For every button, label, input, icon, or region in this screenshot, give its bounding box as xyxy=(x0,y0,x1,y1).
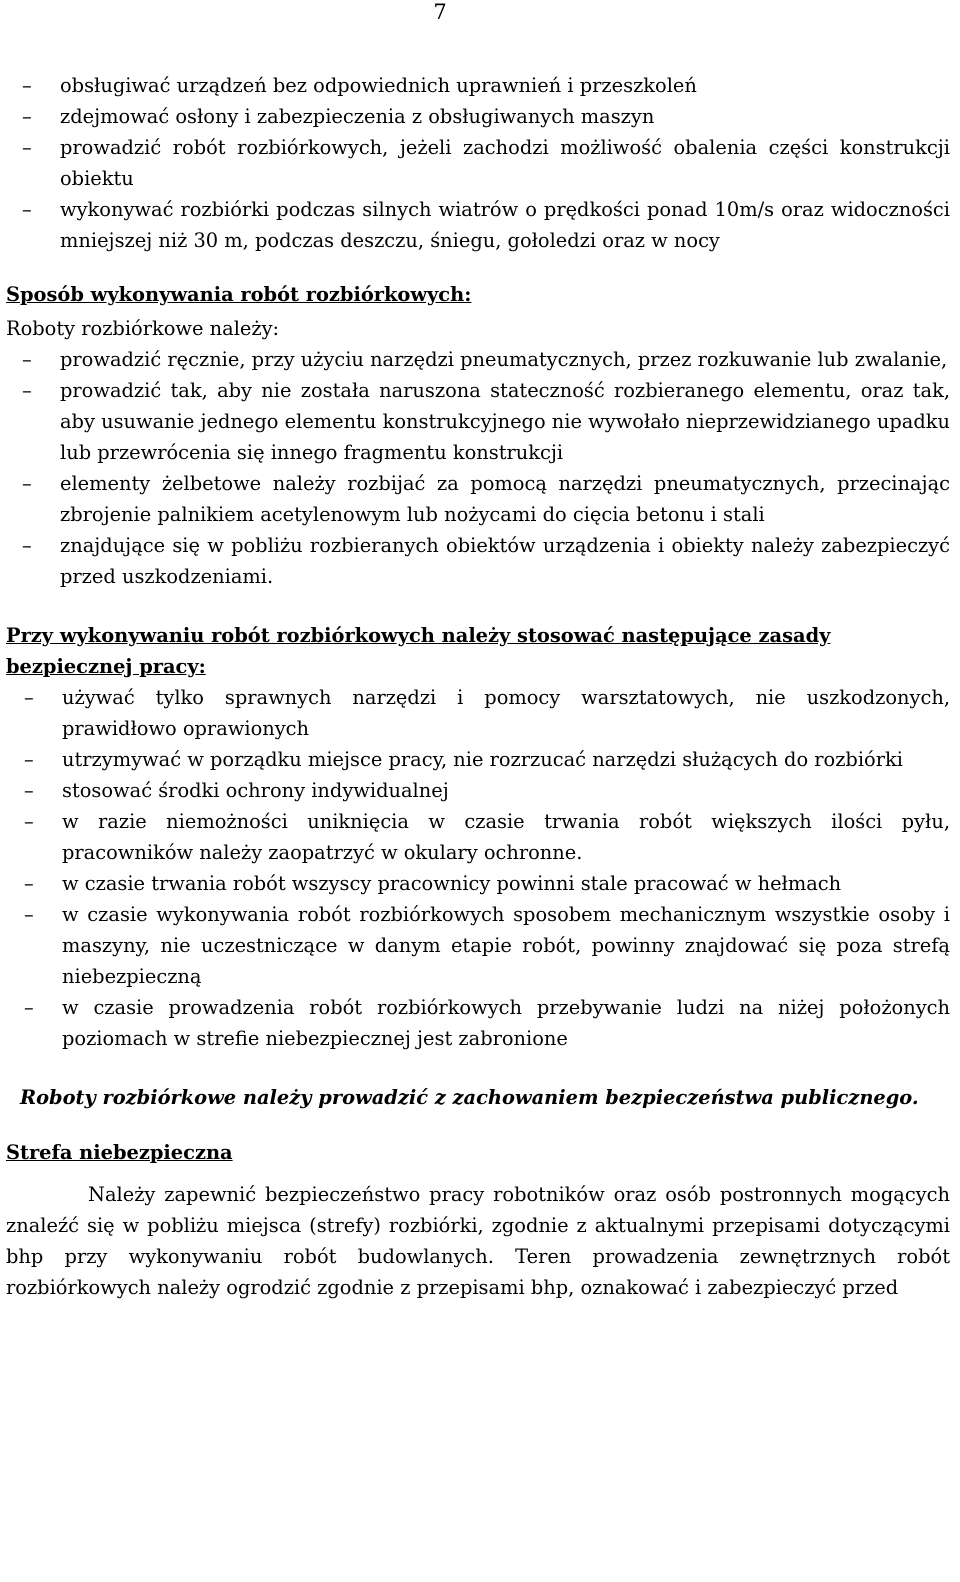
list-item: – prowadzić ręcznie, przy użyciu narzędzi pneumatycznych, przez rozkuwanie lub zwalanie, xyxy=(6,344,950,375)
list-item: – w czasie prowadzenia robót rozbiórkowych przebywanie ludzi na niżej położonych poziomach w strefie niebezpiecznej jest zabronione xyxy=(6,992,950,1054)
list-item: – w razie niemożności uniknięcia w czasie trwania robót większych ilości pyłu, pracowników należy zaopatrzyć w okulary ochronne. xyxy=(6,806,950,868)
list-item: – znajdujące się w pobliżu rozbieranych obiektów urządzenia i obiekty należy zabezpieczyć przed uszkodzeniami. xyxy=(6,530,950,592)
list-item: – zdejmować osłony i zabezpieczenia z obsługiwanych maszyn xyxy=(6,101,950,132)
danger-zone-paragraph: Należy zapewnić bezpieczeństwo pracy robotników oraz osób postronnych mogących znaleźć się w pobliżu miejsca (strefy) rozbiórki, zgodnie z aktualnymi przepisami dotyczącymi bhp przy wykonywaniu robót budowlanych. Teren prowadzenia zewnętrznych robót rozbiórkowych należy ogrodzić zgodnie z przepisami bhp, oznakować i zabezpieczyć przed xyxy=(6,1183,950,1299)
list-item: – prowadzić tak, aby nie została naruszona stateczność rozbieranego elementu, oraz tak, aby usuwanie jednego elementu konstrukcyjnego nie wywołało nieprzewidzianego upadku lub przewrócenia się innego fragmentu konstrukcji xyxy=(6,375,950,468)
safety-rules-list xyxy=(6,682,950,1054)
list-item: – używać tylko sprawnych narzędzi i pomocy warsztatowych, nie uszkodzonych, prawidłowo oprawionych xyxy=(6,682,950,744)
danger-zone-heading: Strefa niebezpieczna xyxy=(6,1141,233,1164)
list-item: – obsługiwać urządzeń bez odpowiednich uprawnień i przeszkoleń xyxy=(6,70,950,101)
section-heading-text: Sposób wykonywania robót rozbiórkowych: xyxy=(6,283,472,306)
method-list xyxy=(6,344,950,592)
page-number: 7 xyxy=(433,0,447,24)
safety-rules-heading: Przy wykonywaniu robót rozbiórkowych należy stosować następujące zasady bezpiecznej pracy: xyxy=(6,624,831,678)
list-item: – elementy żelbetowe należy rozbijać za pomocą narzędzi pneumatycznych, przecinając zbrojenie palnikiem acetylenowym lub nożycami do cięcia betonu i stali xyxy=(6,468,950,530)
list-item: – wykonywać rozbiórki podczas silnych wiatrów o prędkości ponad 10m/s oraz widoczności mniejszej niż 30 m, podczas deszczu, śniegu, gołoledzi oraz w nocy xyxy=(6,194,950,256)
list-item: – stosować środki ochrony indywidualnej xyxy=(6,775,950,806)
section-heading xyxy=(6,279,950,310)
public-safety-note: Roboty rozbiórkowe należy prowadzić z zachowaniem bezpieczeństwa publicznego. xyxy=(20,1086,919,1109)
list-item: – utrzymywać w porządku miejsce pracy, nie rozrzucać narzędzi służących do rozbiórki xyxy=(6,744,950,775)
list-item: – w czasie wykonywania robót rozbiórkowych sposobem mechanicznym wszystkie osoby i maszyny, nie uczestniczące w danym etapie robót, powinny znajdować się poza strefą niebezpieczną xyxy=(6,899,950,992)
section-intro: Roboty rozbiórkowe należy: xyxy=(6,317,280,340)
document-body xyxy=(6,70,950,1303)
list-item: – w czasie trwania robót wszyscy pracownicy powinni stale pracować w hełmach xyxy=(6,868,950,899)
list-item: – prowadzić robót rozbiórkowych, jeżeli zachodzi możliwość obalenia części konstrukcji obiektu xyxy=(6,132,950,194)
prohibitions-list xyxy=(6,70,950,256)
